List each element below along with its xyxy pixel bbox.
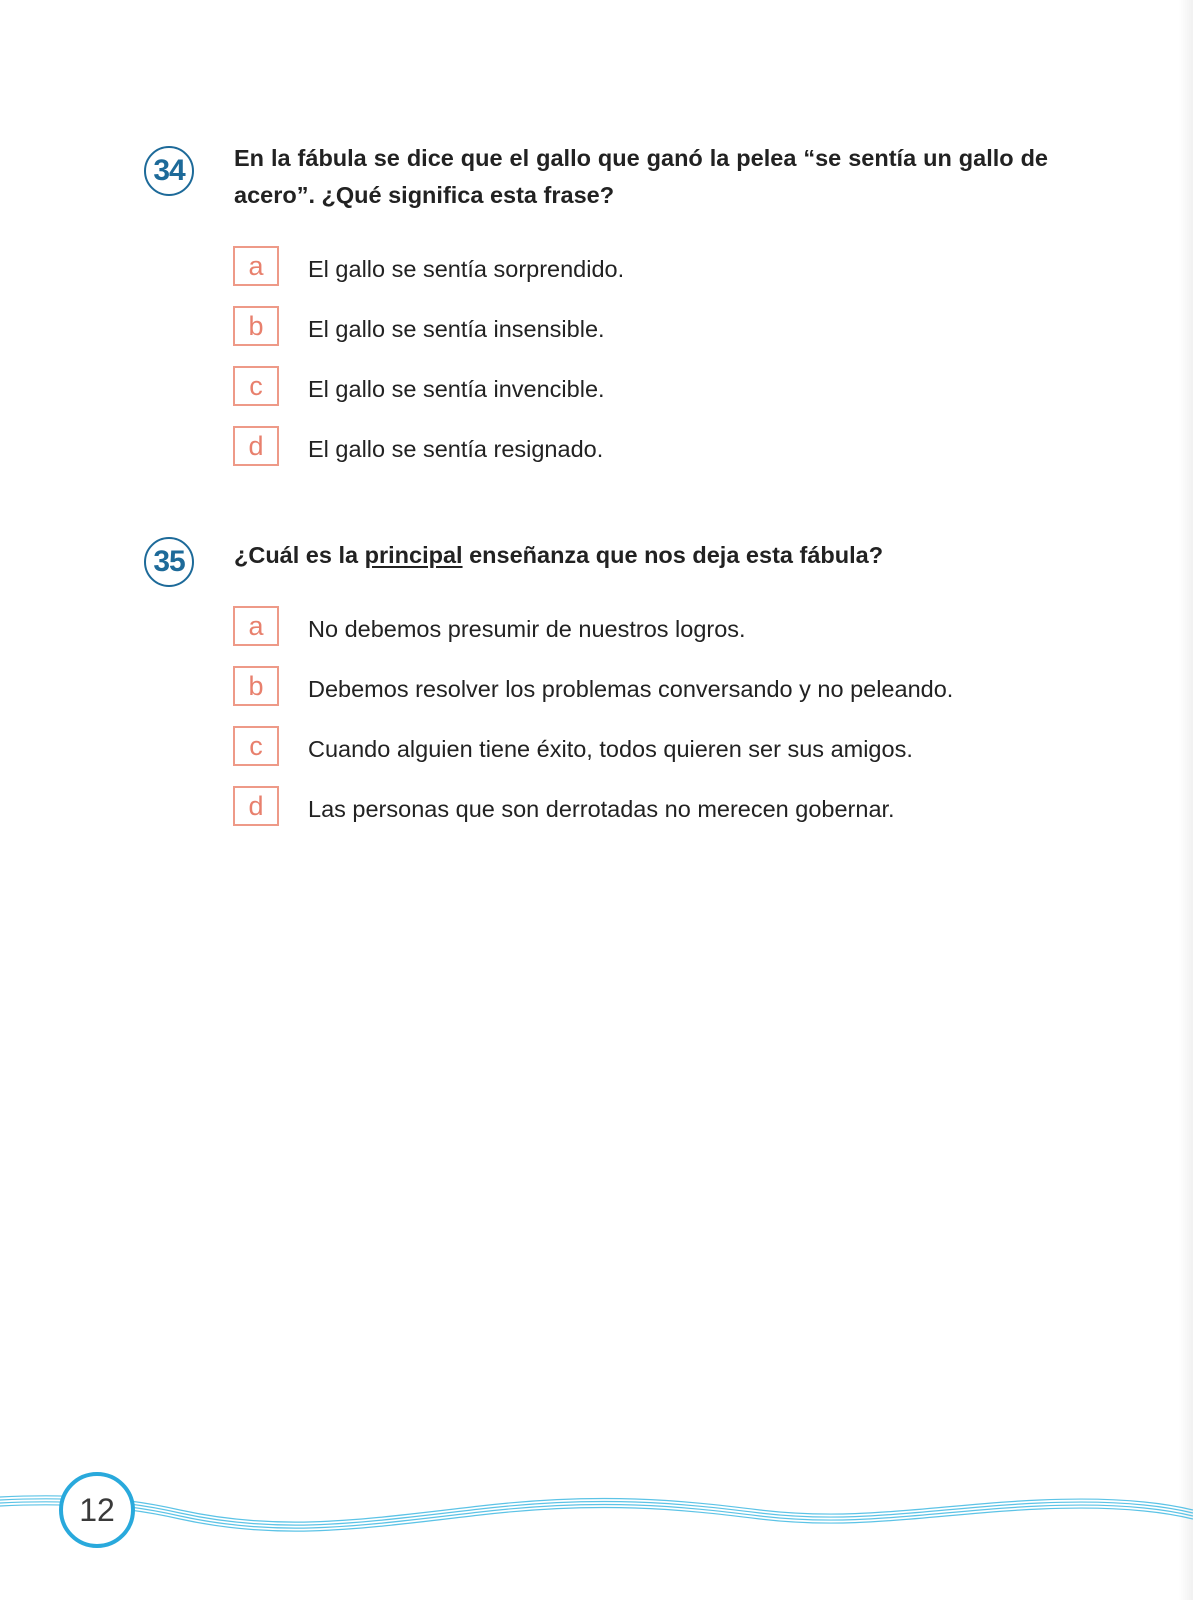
option-b[interactable] <box>233 306 1083 350</box>
underlined-word: principal <box>364 542 463 568</box>
option-letter-box[interactable]: a <box>233 246 279 286</box>
option-c[interactable] <box>233 366 1083 410</box>
option-text: El gallo se sentía resignado. <box>308 436 604 462</box>
option-text: Las personas que son derrotadas no merecen gobernar. <box>308 796 895 822</box>
option-letter-box[interactable]: b <box>233 306 279 346</box>
option-letter-box[interactable]: c <box>233 726 279 766</box>
footer-wave-decoration <box>0 1470 1193 1550</box>
page-number: 12 <box>59 1472 135 1548</box>
option-b[interactable] <box>233 666 1083 710</box>
option-a[interactable] <box>233 606 1083 650</box>
option-c[interactable] <box>233 726 1083 770</box>
option-letter-box[interactable]: b <box>233 666 279 706</box>
option-text: Cuando alguien tiene éxito, todos quieren ser sus amigos. <box>308 736 913 762</box>
option-letter-box[interactable]: d <box>233 786 279 826</box>
option-d[interactable] <box>233 426 1083 470</box>
option-text: El gallo se sentía insensible. <box>308 316 605 342</box>
option-letter-box[interactable]: a <box>233 606 279 646</box>
question-text-end: enseñanza que nos deja esta fábula? <box>462 542 884 568</box>
question-text: En la fábula se dice que el gallo que ganó la pelea “se sentía un gallo de acero”. ¿Qué significa esta frase? <box>234 145 1048 208</box>
option-letter-box[interactable]: c <box>233 366 279 406</box>
option-a[interactable] <box>233 246 1083 290</box>
question-text <box>234 537 1048 574</box>
question-number: 35 <box>144 537 194 587</box>
option-d[interactable] <box>233 786 1083 830</box>
option-letter-box[interactable]: d <box>233 426 279 466</box>
option-text: El gallo se sentía invencible. <box>308 376 605 402</box>
page-edge-shadow <box>1179 0 1193 1600</box>
option-text: No debemos presumir de nuestros logros. <box>308 616 746 642</box>
option-text: Debemos resolver los problemas conversando y no peleando. <box>308 676 954 702</box>
question-number: 34 <box>144 146 194 196</box>
option-text: El gallo se sentía sorprendido. <box>308 256 625 282</box>
question-text-start: ¿Cuál es la <box>234 542 365 568</box>
